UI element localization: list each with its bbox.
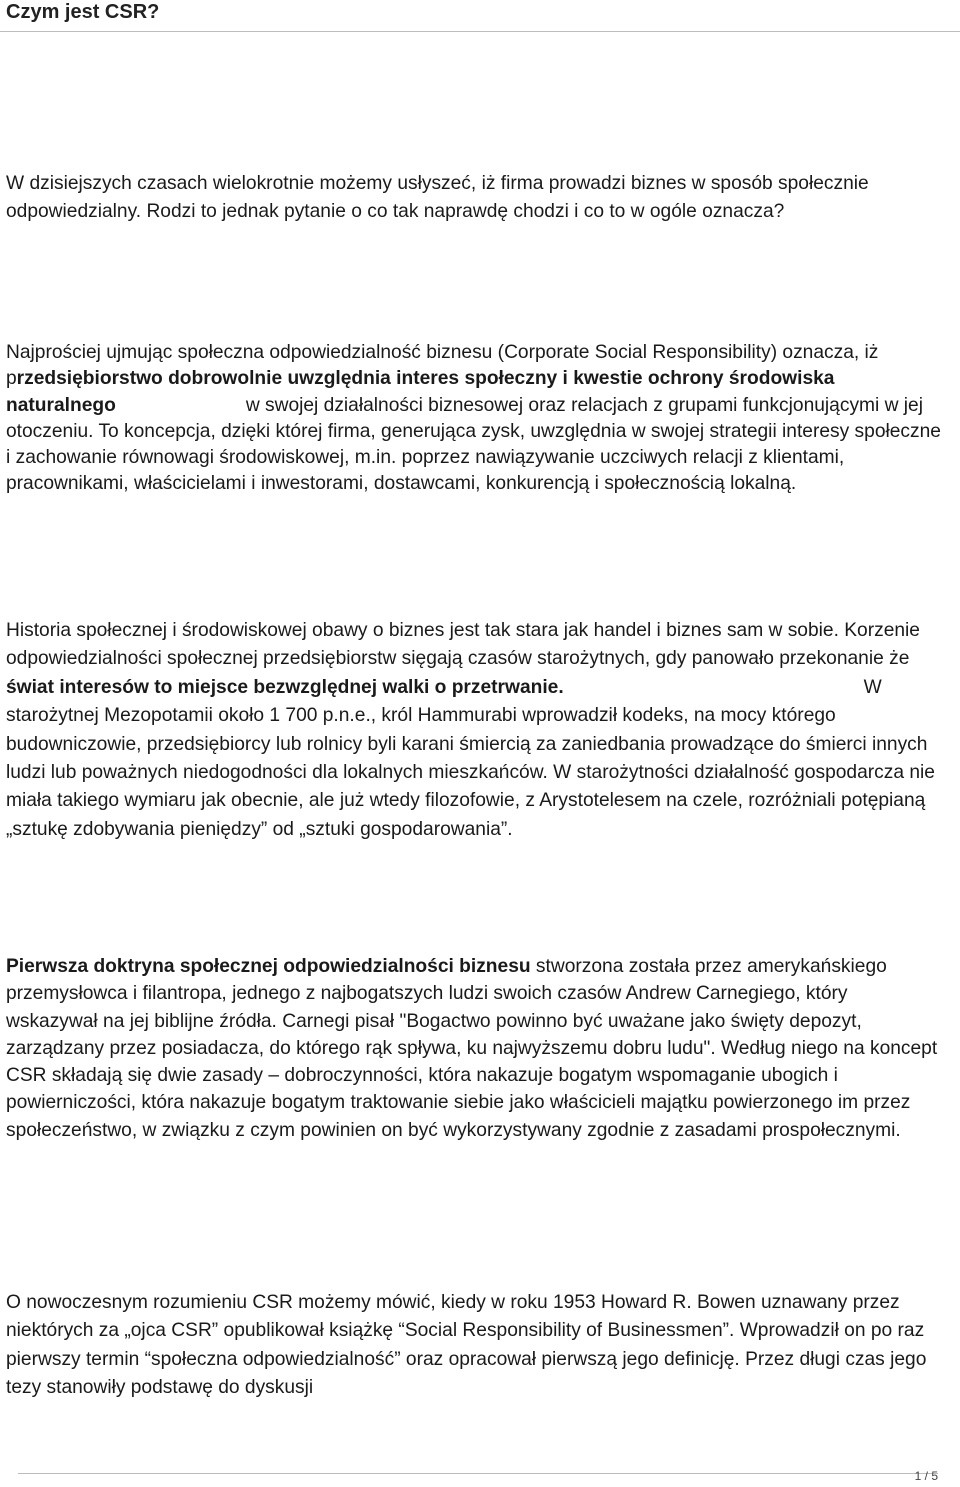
paragraph-carnegie xyxy=(6,953,941,1144)
definition-bold: rzedsiębiorstwo dobrowolnie uwzględnia interes społeczny i kwestie ochrony środowiska naturalnego xyxy=(6,368,835,416)
footer-divider xyxy=(18,1473,938,1474)
paragraph-definition xyxy=(6,340,941,498)
definition-text-d: To koncepcja, dzięki której firma, generująca zysk, uwzględnia w swojej strategii interesy społeczne i zachowanie równowagi środowiskowej, m.in. poprzez nawiązywanie uczciwych relacji z klientami, pracownikami, właścicielami i inwestorami, dostawcami, konkurencją i społecznością lokalną. xyxy=(6,420,941,495)
page-number: 1 / 5 xyxy=(914,1469,938,1483)
history-text-a: Historia społecznej i środowiskowej obawy o biznes jest tak stara jak handel i biznes sam w sobie. Korzenie odpowiedzialności społecznej przedsiębiorstw sięgają czasów starożytnych, gdy panowało przekonanie że xyxy=(6,620,920,670)
definition-text-c: w swojej działalności biznesowej oraz relacjach z grupami funkcjonującymi w jej otoczeniu. xyxy=(6,394,923,442)
history-text-c: W starożytnej Mezopotamii około 1 700 p.n.e., król Hammurabi wprowadził kodeks, na mocy którego budowniczowie, przedsiębiorcy lub rolnicy byli karani śmiercią za zaniedbania prowadzące do śmierci innych ludzi lub poważnych niedogodności dla lokalnych mieszkańców. W starożytności działalność gospodarcza nie miała takiego wymiaru jak obecnie, ale już wtedy filozofowie, z Arystotelesem na czele, rozróżniali potępianą „sztukę zdobywania pieniędzy” od „sztuki gospodarowania”. xyxy=(6,676,935,840)
page-header xyxy=(0,0,960,32)
history-bold: świat interesów to miejsce bezwzględnej walki o przetrwanie. xyxy=(6,676,564,698)
paragraph-history xyxy=(6,617,941,844)
carnegie-text: stworzona została przez amerykańskiego przemysłowca i filantropa, jednego z najbogatszych ludzi swoich czasów Andrew Carnegiego, który wskazywał na jej biblijne źródła. Carnegi pisał "Bogactwo powinno być uważane jako święty depozyt, zarządzany przez posiadacza, do którego rąk spływa, ku najwyższemu dobru ludu". Według niego na koncept CSR składają się dwie zasady – dobroczynności, która nakazuje bogatym wspomaganie ubogich i powierniczości, która nakazuje bogatym traktowanie siebie jako właścicieli majątku powierzonego im przez społeczeństwo, w związku z czym powinien on być wykorzystywany zgodnie z zasadami prospołecznymi. xyxy=(6,956,938,1141)
paragraph-intro: W dzisiejszych czasach wielokrotnie możemy usłyszeć, iż firma prowadzi biznes w sposób społecznie odpowiedzialny. Rodzi to jednak pytanie o co tak naprawdę chodzi i co to w ogóle oznacza? xyxy=(6,173,869,222)
page-title: Czym jest CSR? xyxy=(6,1,160,23)
definition-text-a: Najprościej ujmując społeczna odpowiedzialność biznesu (Corporate Social Responsibility) oznacza, iż p xyxy=(6,342,879,390)
carnegie-bold: Pierwsza doktryna społecznej odpowiedzialności biznesu xyxy=(6,956,531,977)
paragraph-bowen: O nowoczesnym rozumieniu CSR możemy mówić, kiedy w roku 1953 Howard R. Bowen uznawany przez niektórych za „ojca CSR” opublikował książkę “Social Responsibility of Businessmen”. Wprowadził on po raz pierwszy termin “społeczna odpowiedzialność” oraz opracował pierwszą jego definicję. Przez długi czas jego tezy stanowiły podstawę do dyskusji xyxy=(6,1292,927,1399)
